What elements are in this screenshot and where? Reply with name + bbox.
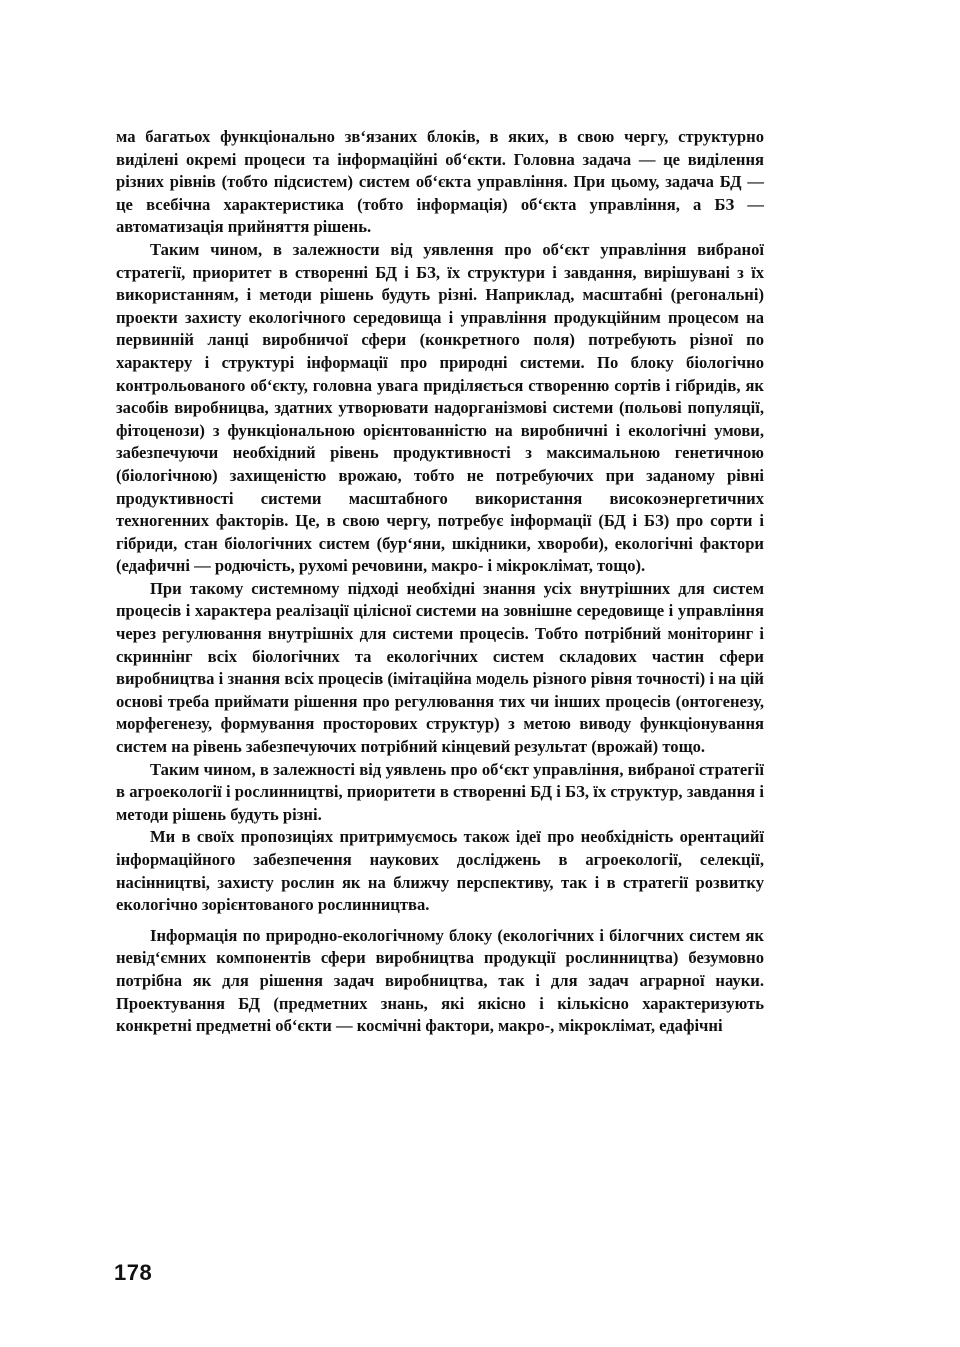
paragraph-continuation: ма багатьох функціонально зв‘язаних блоків, в яких, в свою чергу, структурно виділені окремі процеси та інформаційні об‘єкти. Головна задача — це виділення різних рівнів (тобто підсистем) систем об‘єкта управління. При цьому, задача БД — це всебічна характеристика (тобто інформація) об‘єкта управління, а БЗ — автоматизація прийняття рішень.: [116, 127, 764, 237]
page-body-text: [116, 126, 764, 1038]
paragraph: Інформація по природно-екологічному блоку (екологічних і білогчних систем як невід‘ємних компонентів сфери виробництва продукції рослинництва) безумовно потрібна як для рішення задач виробництва, так і для задач аграрної науки. Проектування БД (предметних знань, які якісно і кількісно характеризують конкретні предметні об‘єкти — космічні фактори, макро-, мікроклімат, едафічні: [116, 925, 764, 1036]
paragraph: Таким чином, в залежности від уявлення про об‘єкт управління вибраної стратегії, приоритет в створенні БД і БЗ, їх структури і завдання, вирішувані з їх використанням, і методи рішень будуть різні. Наприклад, масштабні (регональні) проекти захисту екологічного середовища і управління продукційним процесом на первинній ланці виробничої сфери (конкретного поля) потребують різної по характеру і структурі інформації про природні системи. По блоку біологічно контрольованого об‘єкту, головна увага приділяється створенню сортів і гібридів, як засобів виробницва, здатних утворювати надорганізмові системи (польові популяції, фітоценози) з функціональною орієнтованністю на виробничні і екологічні умови, забезпечуючи необхідний рівень продуктивності з максимальною генетичною (біологічною) захищеністю врожаю, тобто не потребуючих при заданому рівні продуктивності системи масштабного використання високоэнергетичних техногенних факторів. Це, в свою чергу, потребує інформації (БД і БЗ) про сорти і гібриди, стан біологічних систем (бур‘яни, шкідники, хвороби), екологічні фактори (едафичні — родючість, рухомі речовини, макро- і мікроклімат, тощо).: [116, 239, 764, 576]
page-number: 178: [114, 1260, 153, 1285]
paragraph: При такому системному підході необхідні знання усіх внутрішних для систем процесів і характера реалізації цілісної системи на зовнішне середовище і управління через регулювання внутрішніх для системи процесів. Тобто потрібний моніторинг і скриннінг всіх біологічних та екологічних систем складових частин сфери виробництва і знання всіх процесів (імітаційна модель різного рівня точності) і на цій основі треба приймати рішення про регулювання тих чи інших процесів (онтогенезу, морфегенезу, формування просторових структур) з метою виводу функціонування систем на рівень забезпечуючих потрібний кінцевий результат (врожай) тощо.: [116, 578, 764, 757]
paragraph: Ми в своїх пропозиціях притримуємось також ідеї про необхідність орентацийї інформаційного забезпечення наукових досліджень в агроекології, селекції, насінництві, захисту рослин як на ближчу перспективу, так і в стратегії розвитку екологічно зорієнтованого рослинництва.: [116, 827, 764, 915]
paragraph: Таким чином, в залежності від уявлень про об‘єкт управління, вибраної стратегії в агроекології і рослинництві, приоритети в створенні БД і БЗ, їх структур, завдання і методи рішень будуть різні.: [116, 759, 764, 824]
